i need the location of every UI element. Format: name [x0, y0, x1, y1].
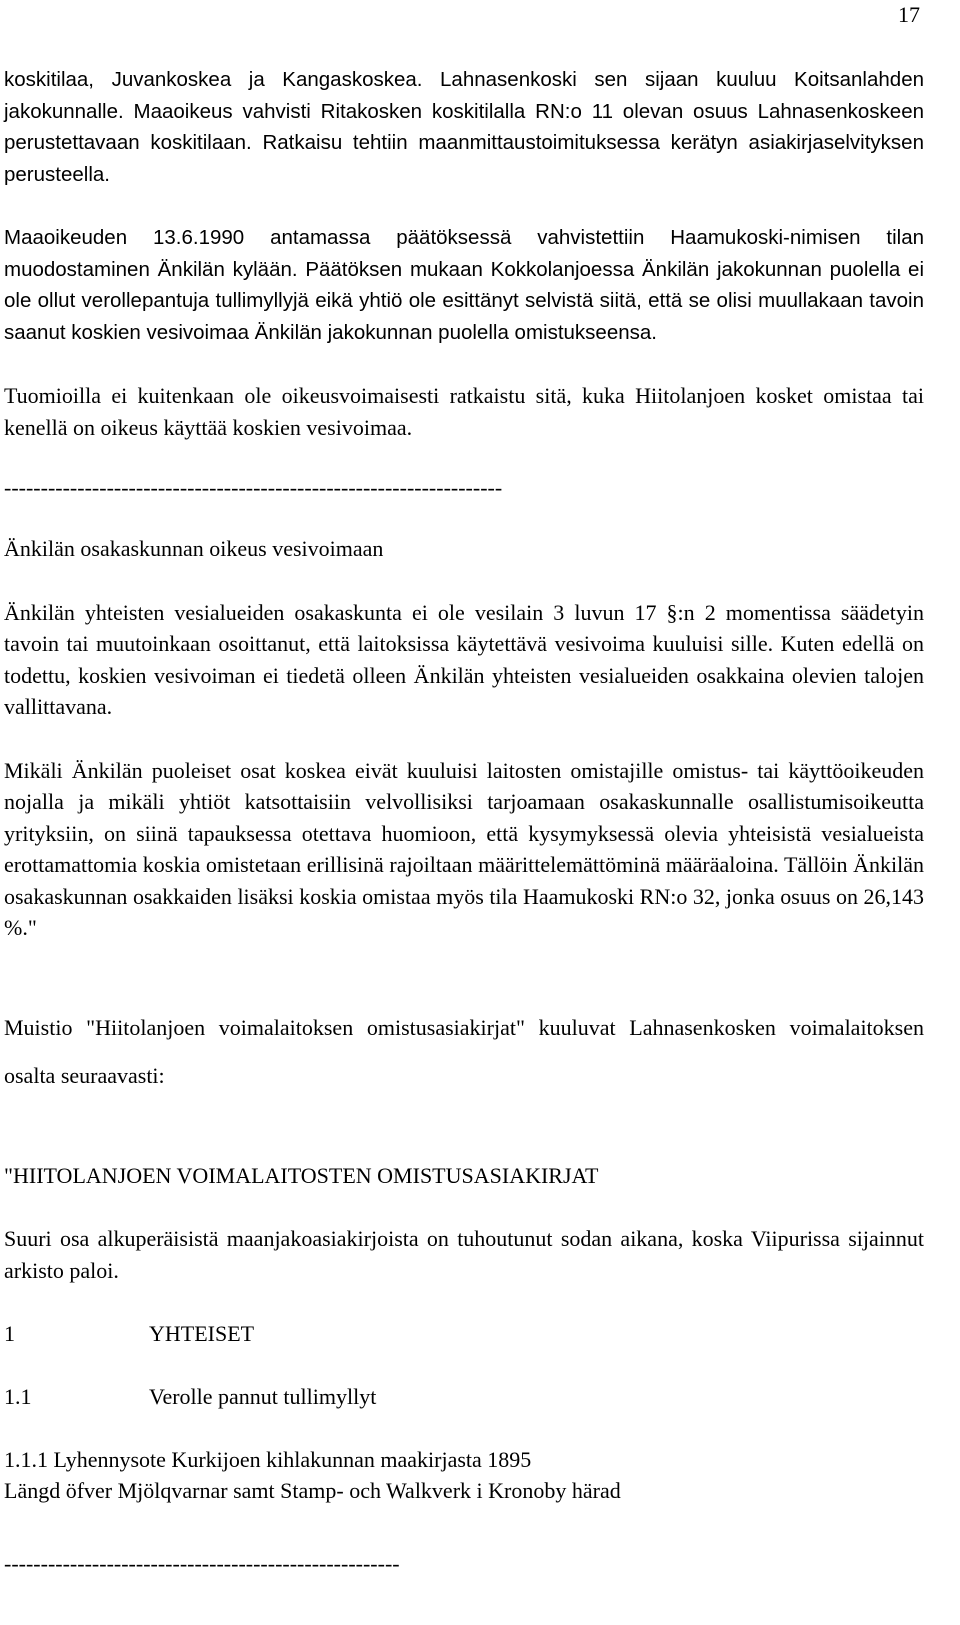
paragraph-maaoikeuden-paatos: Maaoikeuden 13.6.1990 antamassa päätöksessä vahvistettiin Haamukoski-nimisen tilan muodostaminen Änkilän kylään. Päätöksen mukaan Kokkolanjoessa Änkilän jakokunnan puolella ei ole ollut verollepantuja tullimyllyjä eikä yhtiö ole esittänyt selvistä siitä, että se olisi muullakaan tavoin saanut koskien vesivoimaa Änkilän jakokunnan puolella omistukseensa.	[4, 226, 924, 344]
section-heading-ankila: Änkilän osakaskunnan oikeus vesivoimaan	[4, 536, 384, 561]
section-1-1-heading	[4, 1381, 924, 1412]
paragraph-koskitilaa: koskitilaa, Juvankoskea ja Kangaskoskea. Lahnasenkoski sen sijaan kuuluu Koitsanlahden jakokunnalle. Maaoikeus vahvisti Ritakosken koskitilalla RN:o 11 olevan osuus Lahnasenkoskeen perustettavaan koskitilaan. Ratkaisu tehtiin maanmittaustoimituksessa kerätyn asiakirjaselvityksen perusteella.	[4, 68, 924, 186]
page-number: 17	[898, 2, 920, 27]
paragraph-ankilan-osakaskunta: Änkilän yhteisten vesialueiden osakaskunta ei ole vesilain 3 luvun 17 §:n 2 momentissa säädetyin tavoin tai muutoinkaan osoittanut, että laitoksissa käytettävä vesivoima kuuluisi sille. Kuten edellä on todettu, koskien vesivoiman ei tiedetä olleen Änkilän yhteisten vesialueiden osakkaina olevien talojen vallittavana.	[4, 599, 924, 719]
source-line-1895: 1.1.1 Lyhennysote Kurkijoen kihlakunnan maakirjasta 1895	[4, 1447, 532, 1472]
section-number: 1	[4, 1321, 15, 1346]
paragraph-muistio: Muistio "Hiitolanjoen voimalaitoksen omistusasiakirjat" kuuluvat Lahnasenkosken voimalaitoksen osalta seuraavasti:	[4, 1014, 924, 1088]
divider-line: --------------------------------------------------------------------	[4, 475, 503, 500]
section-number: 1.1	[4, 1384, 32, 1409]
paragraph-tuomioilla: Tuomioilla ei kuitenkaan ole oikeusvoimaisesti ratkaistu sitä, kuka Hiitolanjoen kosket omistaa tai kenellä on oikeus käyttää koskien vesivoimaa.	[4, 383, 924, 440]
section-title: YHTEISET	[149, 1321, 255, 1346]
divider-line-bottom: ------------------------------------------------------	[4, 1551, 400, 1576]
heading-omistusasiakirjat: "HIITOLANJOEN VOIMALAITOSTEN OMISTUSASIAKIRJAT	[4, 1162, 599, 1188]
paragraph-mikali: Mikäli Änkilän puoleiset osat koskea eivät kuuluisi laitosten omistajille omistus- tai käyttöoikeuden nojalla ja mikäli yhtiöt katsottaisiin velvollisiksi tarjoamaan osakaskunnalle osallistumisoikeutta yrityksiin, on siinä tapauksessa otettava huomioon, että kysymyksessä olevia yhteisistä vesialueista erottamattomia koskia omistetaan erillisinä rajoiltaan määrittelemättöminä määräaloina. Tällöin Änkilän osakaskunnan osakkaiden lisäksi koskia omistaa myös tila Haamukoski RN:o 32, jonka osuus on 26,143 %."	[4, 757, 924, 940]
source-line-swedish: Längd öfver Mjölqvarnar samt Stamp- och Walkverk i Kronoby härad	[4, 1478, 621, 1503]
section-1-heading	[4, 1318, 924, 1349]
section-title: Verolle pannut tullimyllyt	[149, 1384, 377, 1409]
paragraph-suuri-osa: Suuri osa alkuperäisistä maanjakoasiakirjoista on tuhoutunut sodan aikana, koska Viipurissa sijainnut arkisto paloi.	[4, 1226, 924, 1283]
document-body	[4, 64, 924, 1577]
